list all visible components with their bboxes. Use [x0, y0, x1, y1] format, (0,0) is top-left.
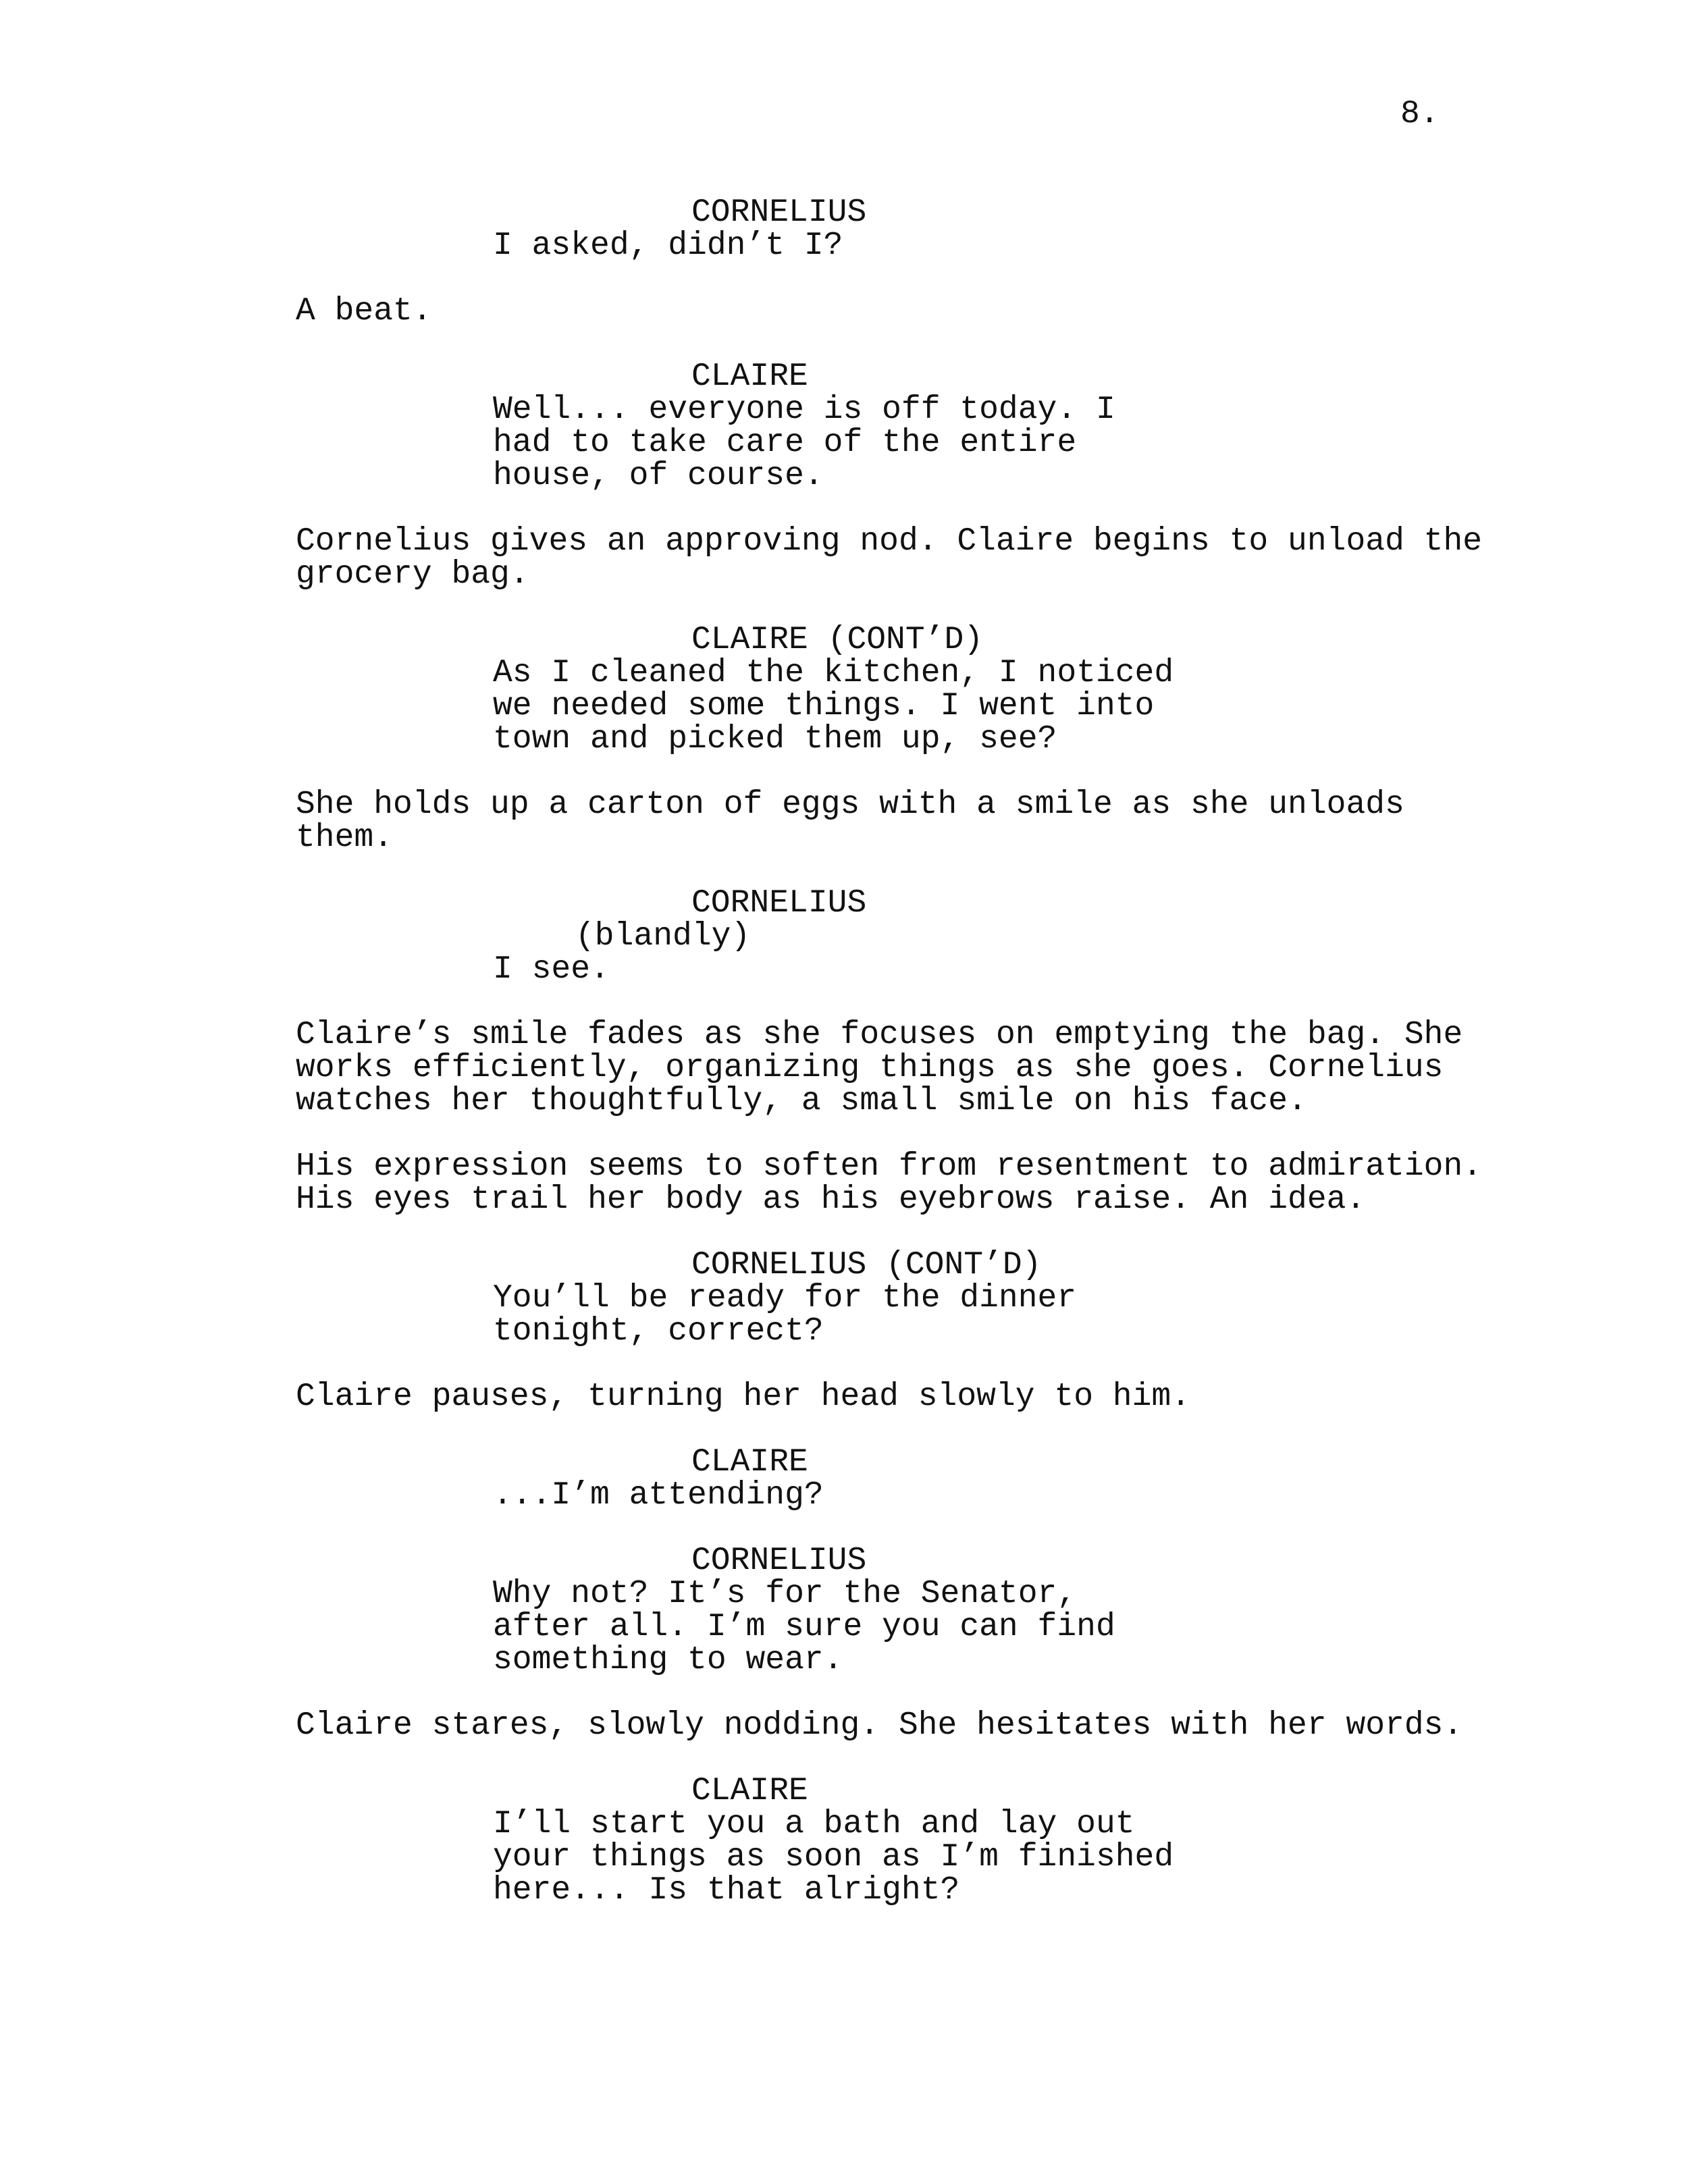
dialogue-line: I’ll start you a bath and lay out [493, 1806, 1135, 1842]
dialogue-line: Why not? It’s for the Senator, [493, 1576, 1077, 1612]
dialogue-line: Well... everyone is off today. I [493, 392, 1115, 428]
action-line: Claire’s smile fades as she focuses on emptying the bag. She [296, 1017, 1463, 1053]
action-line: Claire stares, slowly nodding. She hesitates with her words. [296, 1707, 1463, 1744]
character-name: CORNELIUS (CONT’D) [691, 1247, 1042, 1283]
dialogue-line: ...I’m attending? [493, 1477, 824, 1514]
page-number: 8. [1400, 96, 1440, 132]
character-name: CLAIRE (CONT’D) [691, 622, 984, 658]
dialogue-line: You’ll be ready for the dinner [493, 1280, 1077, 1316]
dialogue-line: after all. I’m sure you can find [493, 1609, 1115, 1645]
action-line: watches her thoughtfully, a small smile on his face. [296, 1083, 1307, 1119]
action-line: Claire pauses, turning her head slowly to him. [296, 1379, 1191, 1415]
dialogue-line: here... Is that alright? [493, 1872, 960, 1909]
action-line: works efficiently, organizing things as she goes. Cornelius [296, 1050, 1444, 1086]
action-line: His eyes trail her body as his eyebrows raise. An idea. [296, 1181, 1366, 1218]
dialogue-line: I asked, didn’t I? [493, 228, 843, 264]
dialogue-line: town and picked them up, see? [493, 721, 1057, 757]
action-line: Cornelius gives an approving nod. Claire begins to unload the [296, 523, 1483, 560]
dialogue-line: I see. [493, 951, 610, 988]
dialogue-line: had to take care of the entire [493, 425, 1077, 461]
action-line: grocery bag. [296, 556, 529, 593]
dialogue-line: house, of course. [493, 458, 824, 494]
character-name: CORNELIUS [691, 1543, 867, 1579]
dialogue-line: tonight, correct? [493, 1313, 824, 1350]
parenthetical: (blandly) [575, 918, 751, 955]
character-name: CORNELIUS [691, 194, 867, 231]
character-name: CLAIRE [691, 358, 808, 395]
dialogue-line: we needed some things. I went into [493, 688, 1155, 724]
dialogue-line: your things as soon as I’m finished [493, 1839, 1174, 1875]
character-name: CORNELIUS [691, 885, 867, 922]
character-name: CLAIRE [691, 1444, 808, 1481]
action-line: His expression seems to soften from resentment to admiration. [296, 1148, 1483, 1185]
action-line: A beat. [296, 293, 432, 329]
dialogue-line: something to wear. [493, 1642, 843, 1678]
action-line: them. [296, 820, 394, 856]
action-line: She holds up a carton of eggs with a smile as she unloads [296, 787, 1404, 823]
character-name: CLAIRE [691, 1773, 808, 1809]
dialogue-line: As I cleaned the kitchen, I noticed [493, 655, 1174, 691]
